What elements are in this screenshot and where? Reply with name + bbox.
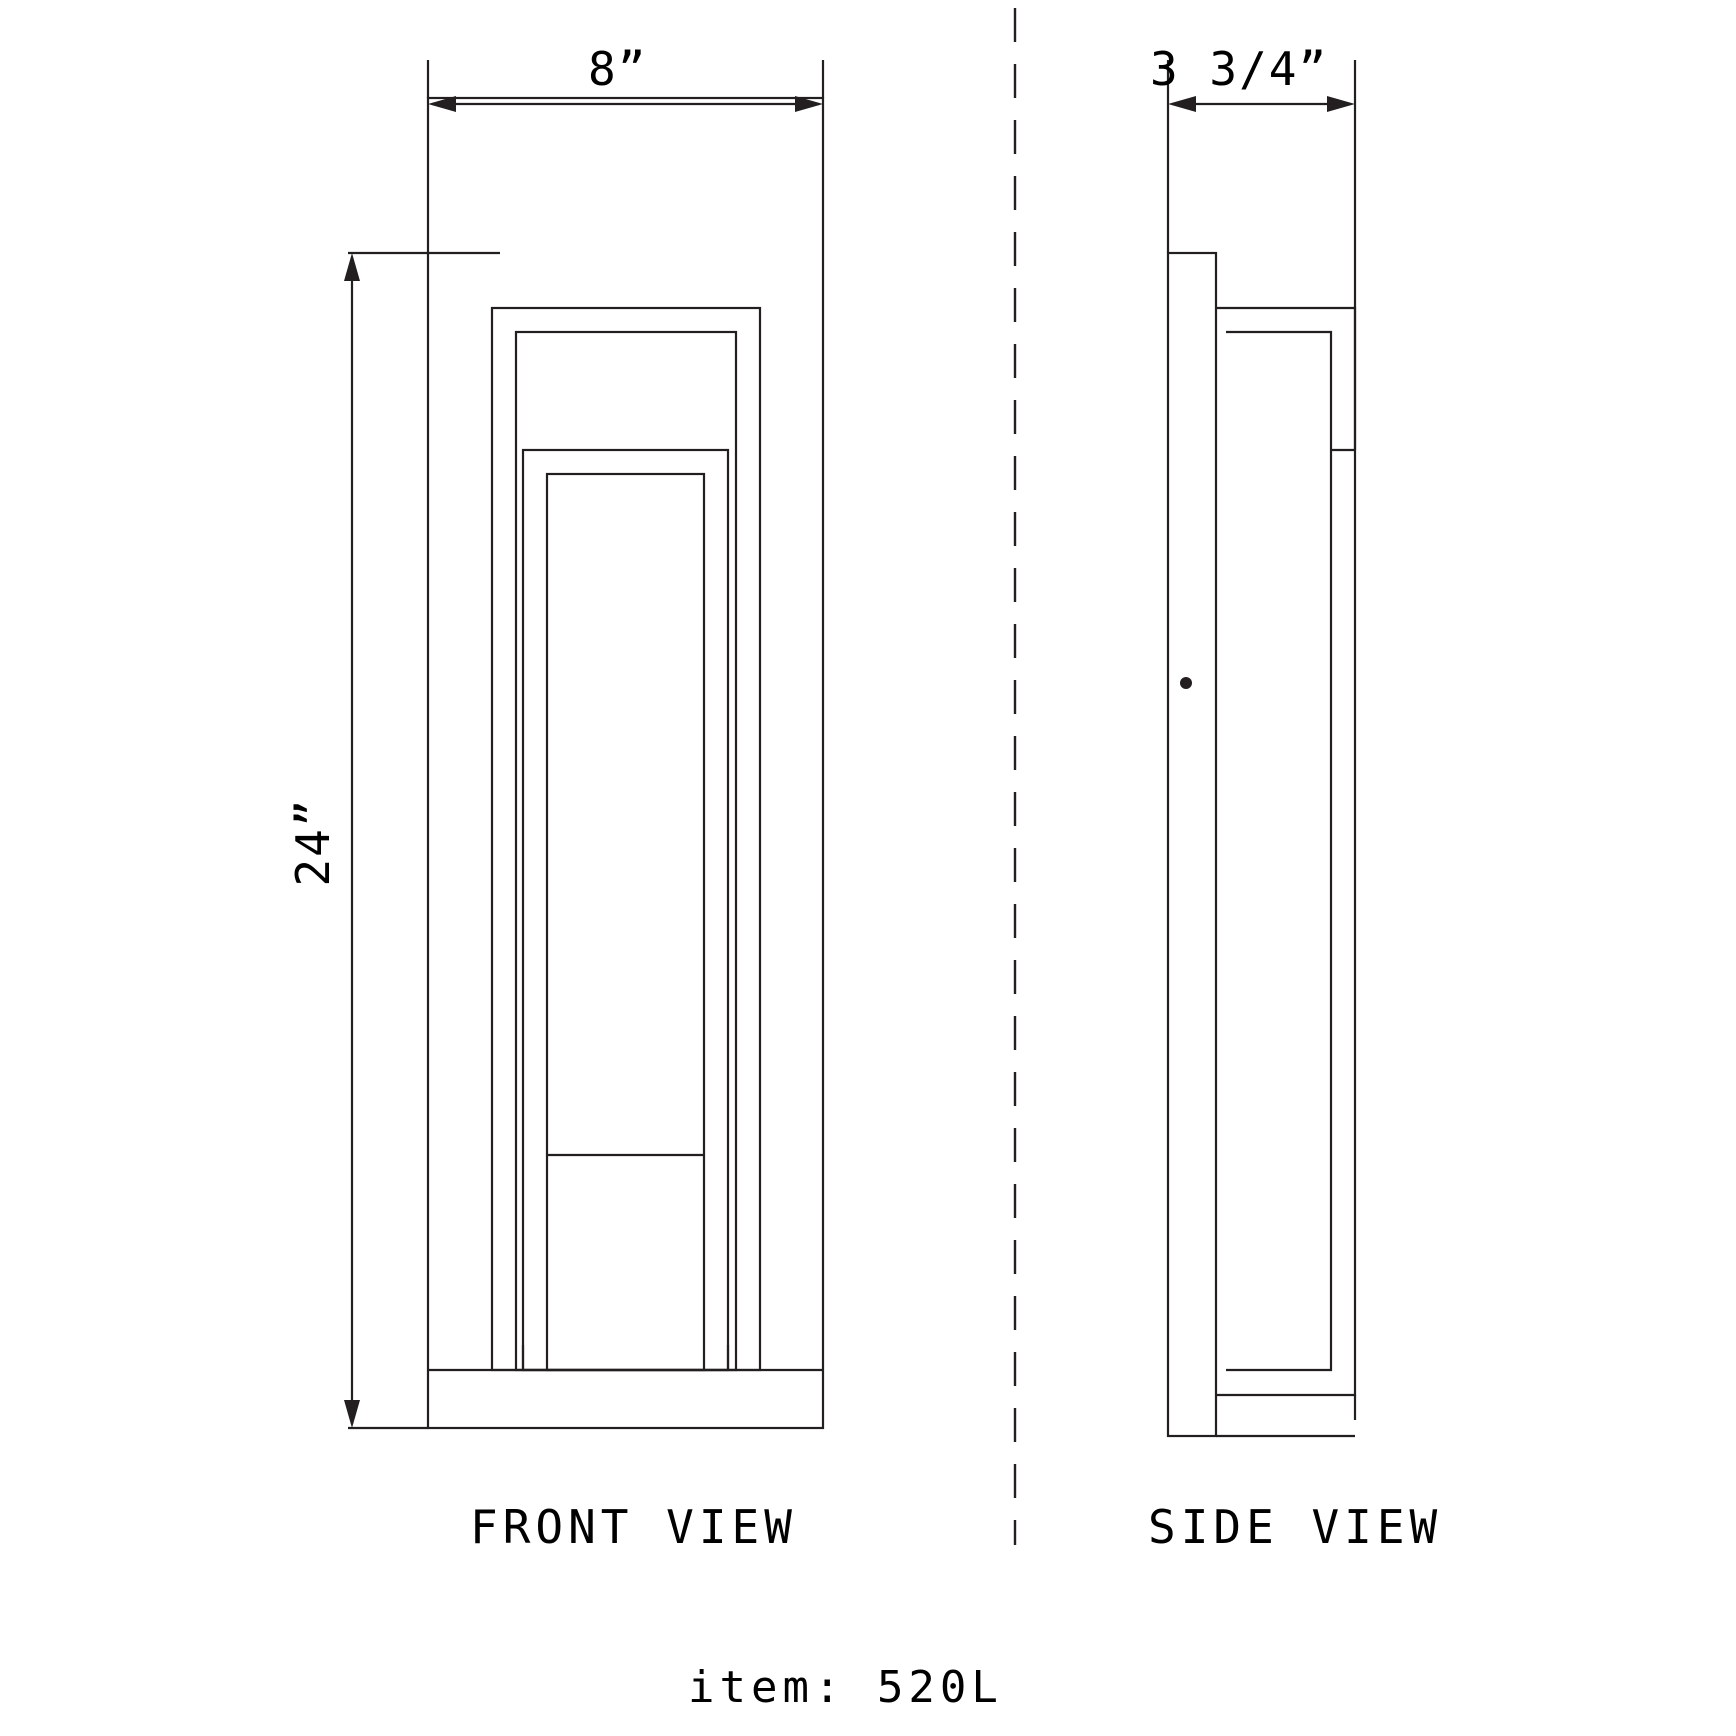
front-lens-frame-outer	[523, 450, 728, 1370]
front-height-arrow-top	[344, 253, 360, 281]
front-height-arrow-bottom	[344, 1400, 360, 1428]
side-view-title: SIDE VIEW	[1148, 1500, 1443, 1554]
front-outer-body	[428, 98, 823, 1428]
side-back-plate	[1168, 253, 1216, 1436]
front-frame-outer	[492, 308, 760, 1370]
item-number-label: item: 520L	[688, 1662, 1003, 1713]
side-depth-arrow-left	[1168, 96, 1196, 112]
front-width-dimension-label: 8”	[588, 42, 648, 96]
side-body-profile-outer	[1216, 308, 1355, 1395]
side-screw-dot	[1180, 677, 1192, 689]
side-depth-arrow-right	[1327, 96, 1355, 112]
front-height-dimension-label: 24”	[286, 797, 340, 887]
side-depth-dimension-label: 3 3/4”	[1150, 42, 1329, 96]
side-body-profile-inner	[1226, 332, 1331, 1370]
front-view-title: FRONT VIEW	[470, 1500, 797, 1554]
front-lens-frame-inner	[547, 474, 704, 1370]
